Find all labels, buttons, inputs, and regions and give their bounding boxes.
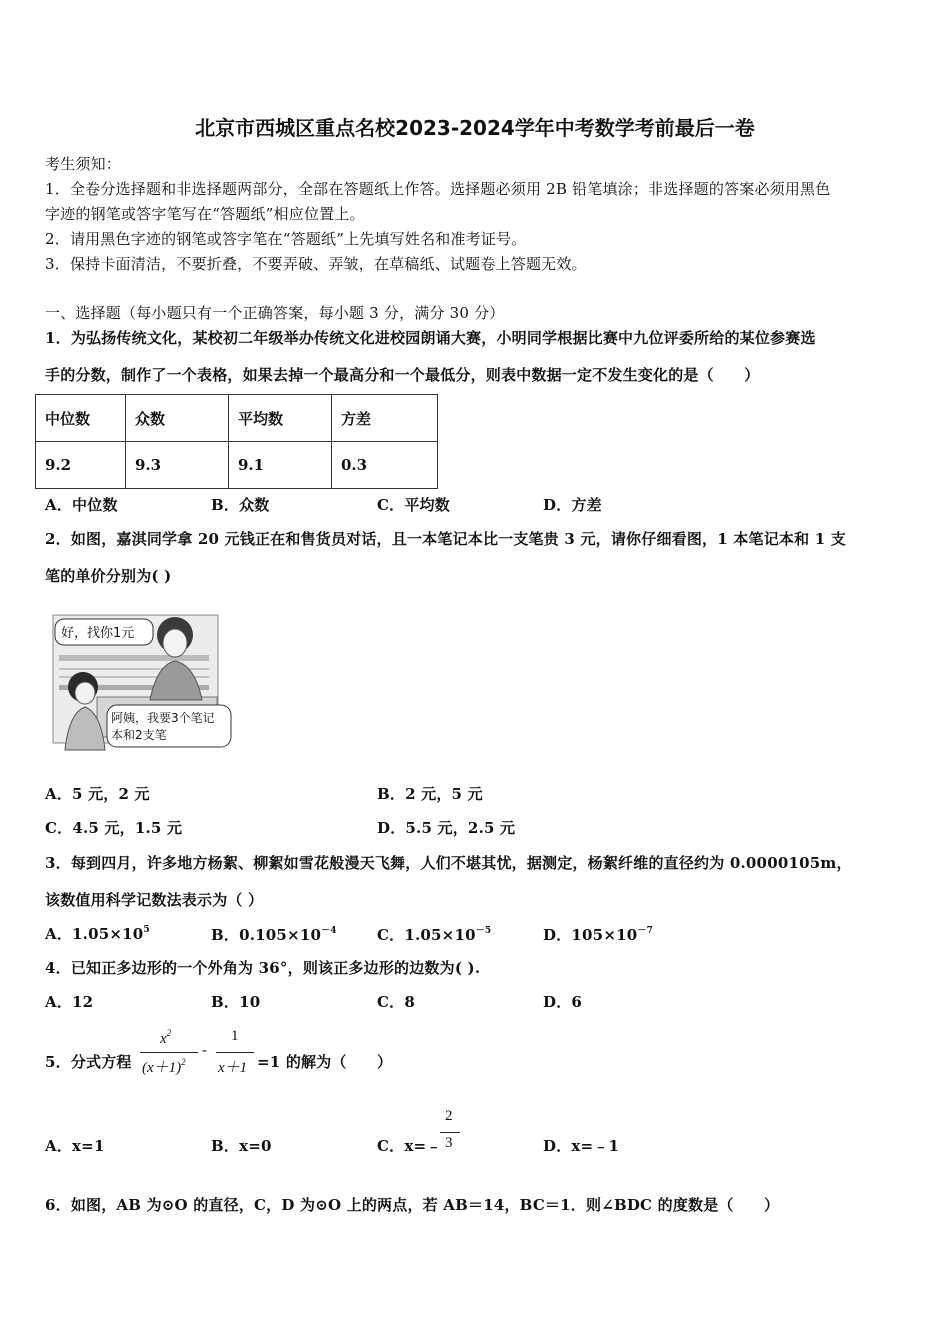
- q2-option-a: A．5 元，2 元: [45, 785, 150, 803]
- q4-option-d: D．6: [543, 993, 583, 1011]
- table-header-cell: 平均数: [229, 395, 332, 442]
- q1-option-a: A．中位数: [45, 496, 118, 514]
- q3-option-a: A．$1.05\times 10^5$: [45, 925, 150, 943]
- table-cell: 9.2: [36, 442, 126, 489]
- notice-item-1-line-1: 1．全卷分选择题和非选择题两部分，全部在答题纸上作答。选择题必须用 2B 铅笔填涂；非选择题的答案必须用黑色: [45, 180, 831, 198]
- q5-option-c-fraction: [440, 1108, 460, 1158]
- speech-bubble-saleswoman: 好，找你1元: [61, 626, 135, 641]
- score-table: [35, 394, 438, 489]
- table-header-cell: 中位数: [36, 395, 126, 442]
- speech-bubble-girl-line-2: 本和2支笔: [111, 728, 167, 742]
- q5-fraction-1-numerator: $x^2$: [160, 1028, 172, 1047]
- q5-option-a: A．x=1: [45, 1137, 105, 1155]
- q1-stem-line-2: 手的分数，制作了一个表格，如果去掉一个最高分和一个最低分，则表中数据一定不发生变化的是（ ）: [45, 366, 760, 384]
- notice-item-1-line-2: 字迹的钢笔或答字笔写在“答题纸”相应位置上。: [45, 205, 365, 223]
- page-title: 北京市西城区重点名校2023-2024学年中考数学考前最后一卷: [195, 116, 755, 140]
- q4-option-b: B．10: [211, 993, 261, 1011]
- q5-option-b: B．x=0: [211, 1137, 272, 1155]
- q2-option-c: C．4.5 元，1.5 元: [45, 819, 183, 837]
- q3-option-b: B．$0.105\times 10^{-4}$: [211, 926, 337, 944]
- q2-option-b: B．2 元，5 元: [377, 785, 483, 803]
- q5-stem-prefix: 5．分式方程: [45, 1053, 132, 1071]
- table-header-cell: 众数: [126, 395, 229, 442]
- q5-option-c: C．x=﹣: [377, 1137, 442, 1155]
- q5-fraction-1-denominator: $(x+1)^2$: [142, 1057, 186, 1076]
- notice-item-3: 3．保持卡面清洁，不要折叠，不要弄破、弄皱，在草稿纸、试题卷上答题无效。: [45, 255, 587, 273]
- q1-option-b: B．众数: [211, 496, 270, 514]
- q2-stem-line-2: 笔的单价分别为( ): [45, 567, 172, 585]
- q5-fraction-2-numerator: 1: [231, 1028, 239, 1044]
- q1-stem-line-1: 1．为弘扬传统文化，某校初二年级举办传统文化进校园朗诵大赛，小明同学根据比赛中九位评委所给的某位参赛选: [45, 329, 816, 347]
- table-header-cell: 方差: [332, 395, 438, 442]
- q5-option-c-denominator: 3: [445, 1135, 453, 1151]
- q5-fraction-1: [140, 1028, 198, 1078]
- q5-option-c-numerator: 2: [445, 1108, 453, 1124]
- q3-option-c: C．$1.05\times 10^{-5}$: [377, 926, 492, 944]
- q6-stem: 6．如图，AB 为⊙O 的直径，C，D 为⊙O 上的两点，若 AB＝14，BC＝1．则∠BDC 的度数是（ ）: [45, 1196, 780, 1214]
- shopping-illustration: [45, 605, 235, 760]
- q3-option-d: D．$105\times 10^{-7}$: [543, 926, 654, 944]
- table-cell: 9.3: [126, 442, 229, 489]
- table-cell: 9.1: [229, 442, 332, 489]
- q4-option-c: C．8: [377, 993, 415, 1011]
- notice-heading: 考生须知：: [45, 155, 122, 173]
- table-row: [36, 442, 438, 489]
- q2-stem-line-1: 2．如图，嘉淇同学拿 20 元钱正在和售货员对话，且一本笔记本比一支笔贵 3 元，请你仔细看图，1 本笔记本和 1 支: [45, 530, 846, 548]
- q4-option-a: A．12: [45, 993, 94, 1011]
- q1-option-c: C．平均数: [377, 496, 450, 514]
- table-header-row: [36, 395, 438, 442]
- speech-bubble-girl-line-1: 阿姨，我要3个笔记: [111, 711, 215, 725]
- q5-minus-sign: -: [202, 1041, 208, 1059]
- table-cell: 0.3: [332, 442, 438, 489]
- q3-stem-line-1: 3．每到四月，许多地方杨絮、柳絮如雪花般漫天飞舞，人们不堪其忧，据测定，杨絮纤维的直径约为 0.0000105m，: [45, 854, 852, 872]
- q3-stem-line-2: 该数值用科学记数法表示为（ ）: [45, 891, 264, 909]
- q5-stem-suffix: =1 的解为（ ）: [257, 1053, 393, 1071]
- notice-item-2: 2．请用黑色字迹的钢笔或答字笔在“答题纸”上先填写姓名和准考证号。: [45, 230, 527, 248]
- q5-option-d: D．x=﹣1: [543, 1137, 620, 1155]
- q4-stem: 4．已知正多边形的一个外角为 36°，则该正多边形的边数为( ).: [45, 959, 481, 977]
- section-heading-choice: 一、选择题（每小题只有一个正确答案，每小题 3 分，满分 30 分）: [45, 304, 505, 322]
- q5-fraction-2: [216, 1028, 254, 1078]
- q2-option-d: D．5.5 元，2.5 元: [377, 819, 516, 837]
- q1-option-d: D．方差: [543, 496, 602, 514]
- q5-fraction-2-denominator: x＋1: [218, 1060, 248, 1076]
